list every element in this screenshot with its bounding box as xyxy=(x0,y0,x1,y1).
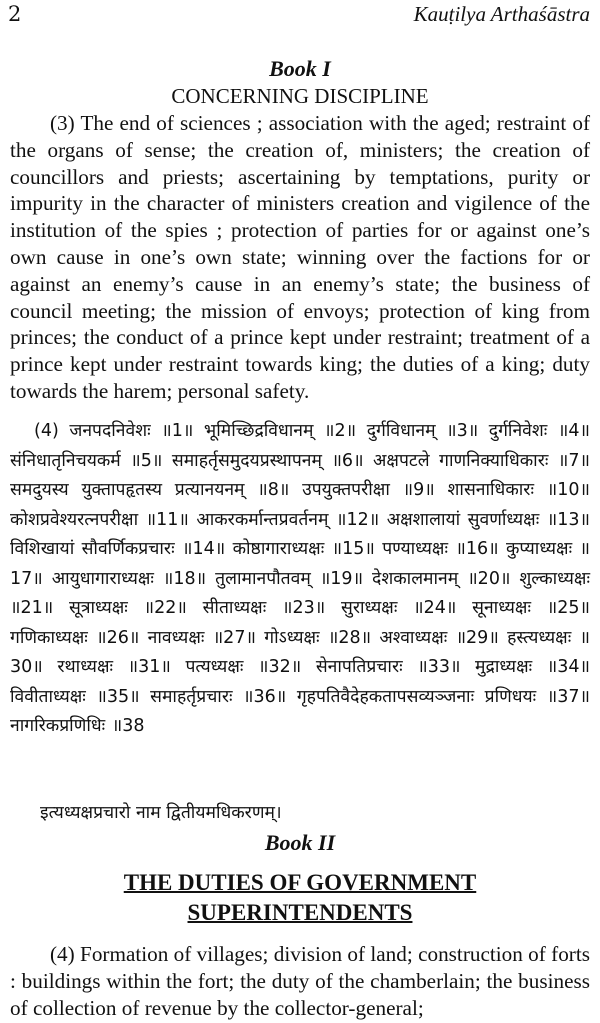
book1-label: Book I xyxy=(269,56,331,81)
sanskrit-paragraph: (4) जनपदनिवेशः ॥1॥ भूमिच्छिद्रविधानम् ॥2॥ दुर्गविधानम् ॥3॥ दुर्गनिवेशः ॥4॥ संनिधातृनिचयकर्म ॥5॥ समाहर्तृसमुदयप्रस्थापनम् ॥6॥ अक्षपटले गाणनिक्याधिकारः ॥7॥ समदुयस्य युक्तापहृतस्य प्रत्यानयनम् ॥8॥ उपयुक्तपरीक्षा ॥9॥ शासनाधिकारः ॥10॥ कोशप्रवेश्यरत्नपरीक्षा ॥11॥ आकरकर्मान्तप्रवर्तनम् ॥12॥ अक्षशालायां सुवर्णाध्यक्षः ॥13॥ विशिखायां सौवर्णिकप्रचारः ॥14॥ कोष्ठागाराध्यक्षः ॥15॥ पण्याध्यक्षः ॥16॥ कुप्याध्यक्षः ॥17॥ आयुधागाराध्यक्षः ॥18॥ तुलामानपौतवम् ॥19॥ देशकालमानम् ॥20॥ शुल्काध्यक्षः ॥21॥ सूत्राध्यक्षः ॥22॥ सीताध्यक्षः ॥23॥ सुराध्यक्षः ॥24॥ सूनाध्यक्षः ॥25॥ गणिकाध्यक्षः ॥26॥ नावध्यक्षः ॥27॥ गोऽध्यक्षः ॥28॥ अश्वाध्यक्षः ॥29॥ हस्त्यध्यक्षः ॥30॥ रथाध्यक्षः ॥31॥ पत्यध्यक्षः ॥32॥ सेनापतिप्रचारः ॥33॥ मुद्राध्यक्षः ॥34॥ विवीताध्यक्षः ॥35॥ समाहर्तृप्रचारः ॥36॥ गृहपतिवैदेहकतापसव्यञ्जनाः प्रणिधयः ॥37॥ नागरिकप्रणिधिः ॥38 xyxy=(10,421,590,736)
book2-title-line1: THE DUTIES OF GOVERNMENT xyxy=(123,870,477,895)
running-title: Kauṭilya Arthaśāstra xyxy=(413,2,590,26)
page-number: 2 xyxy=(8,2,22,26)
book1-paragraph: (3) The end of sciences ; association with the aged; restraint of the organs of sense; the creation of, ministers; the creation of councillors and priests; ascertaining by temptations, purity or impurity in the character of ministers creation and vigilence of the institution of the spies ; protection of parties for or against one’s own cause in one’s own state; winning over the factions for or against an enemy’s cause in an enemy’s state; the business of council meeting; the mission of envoys; protection of king from princes; the conduct of a prince kept under restraint; treatment of a prince kept under restraint towards king; the duties of a king; duty towards the harem; personal safety. xyxy=(10,111,590,403)
book2-label: Book II xyxy=(264,830,336,855)
book1-title: CONCERNING DISCIPLINE xyxy=(171,84,429,108)
sanskrit-colophon: इत्यध्यक्षप्रचारो नाम द्वितीयमधिकरणम्। xyxy=(40,803,282,823)
book2-paragraph: (4) Formation of villages; division of land; construction of forts : buildings within the fort; the duty of the chamberlain; the business of collection of revenue by the collector-general; xyxy=(10,942,590,1020)
book2-title-line2: SUPERINTENDENTS xyxy=(187,900,413,925)
book2-title xyxy=(0,868,600,928)
